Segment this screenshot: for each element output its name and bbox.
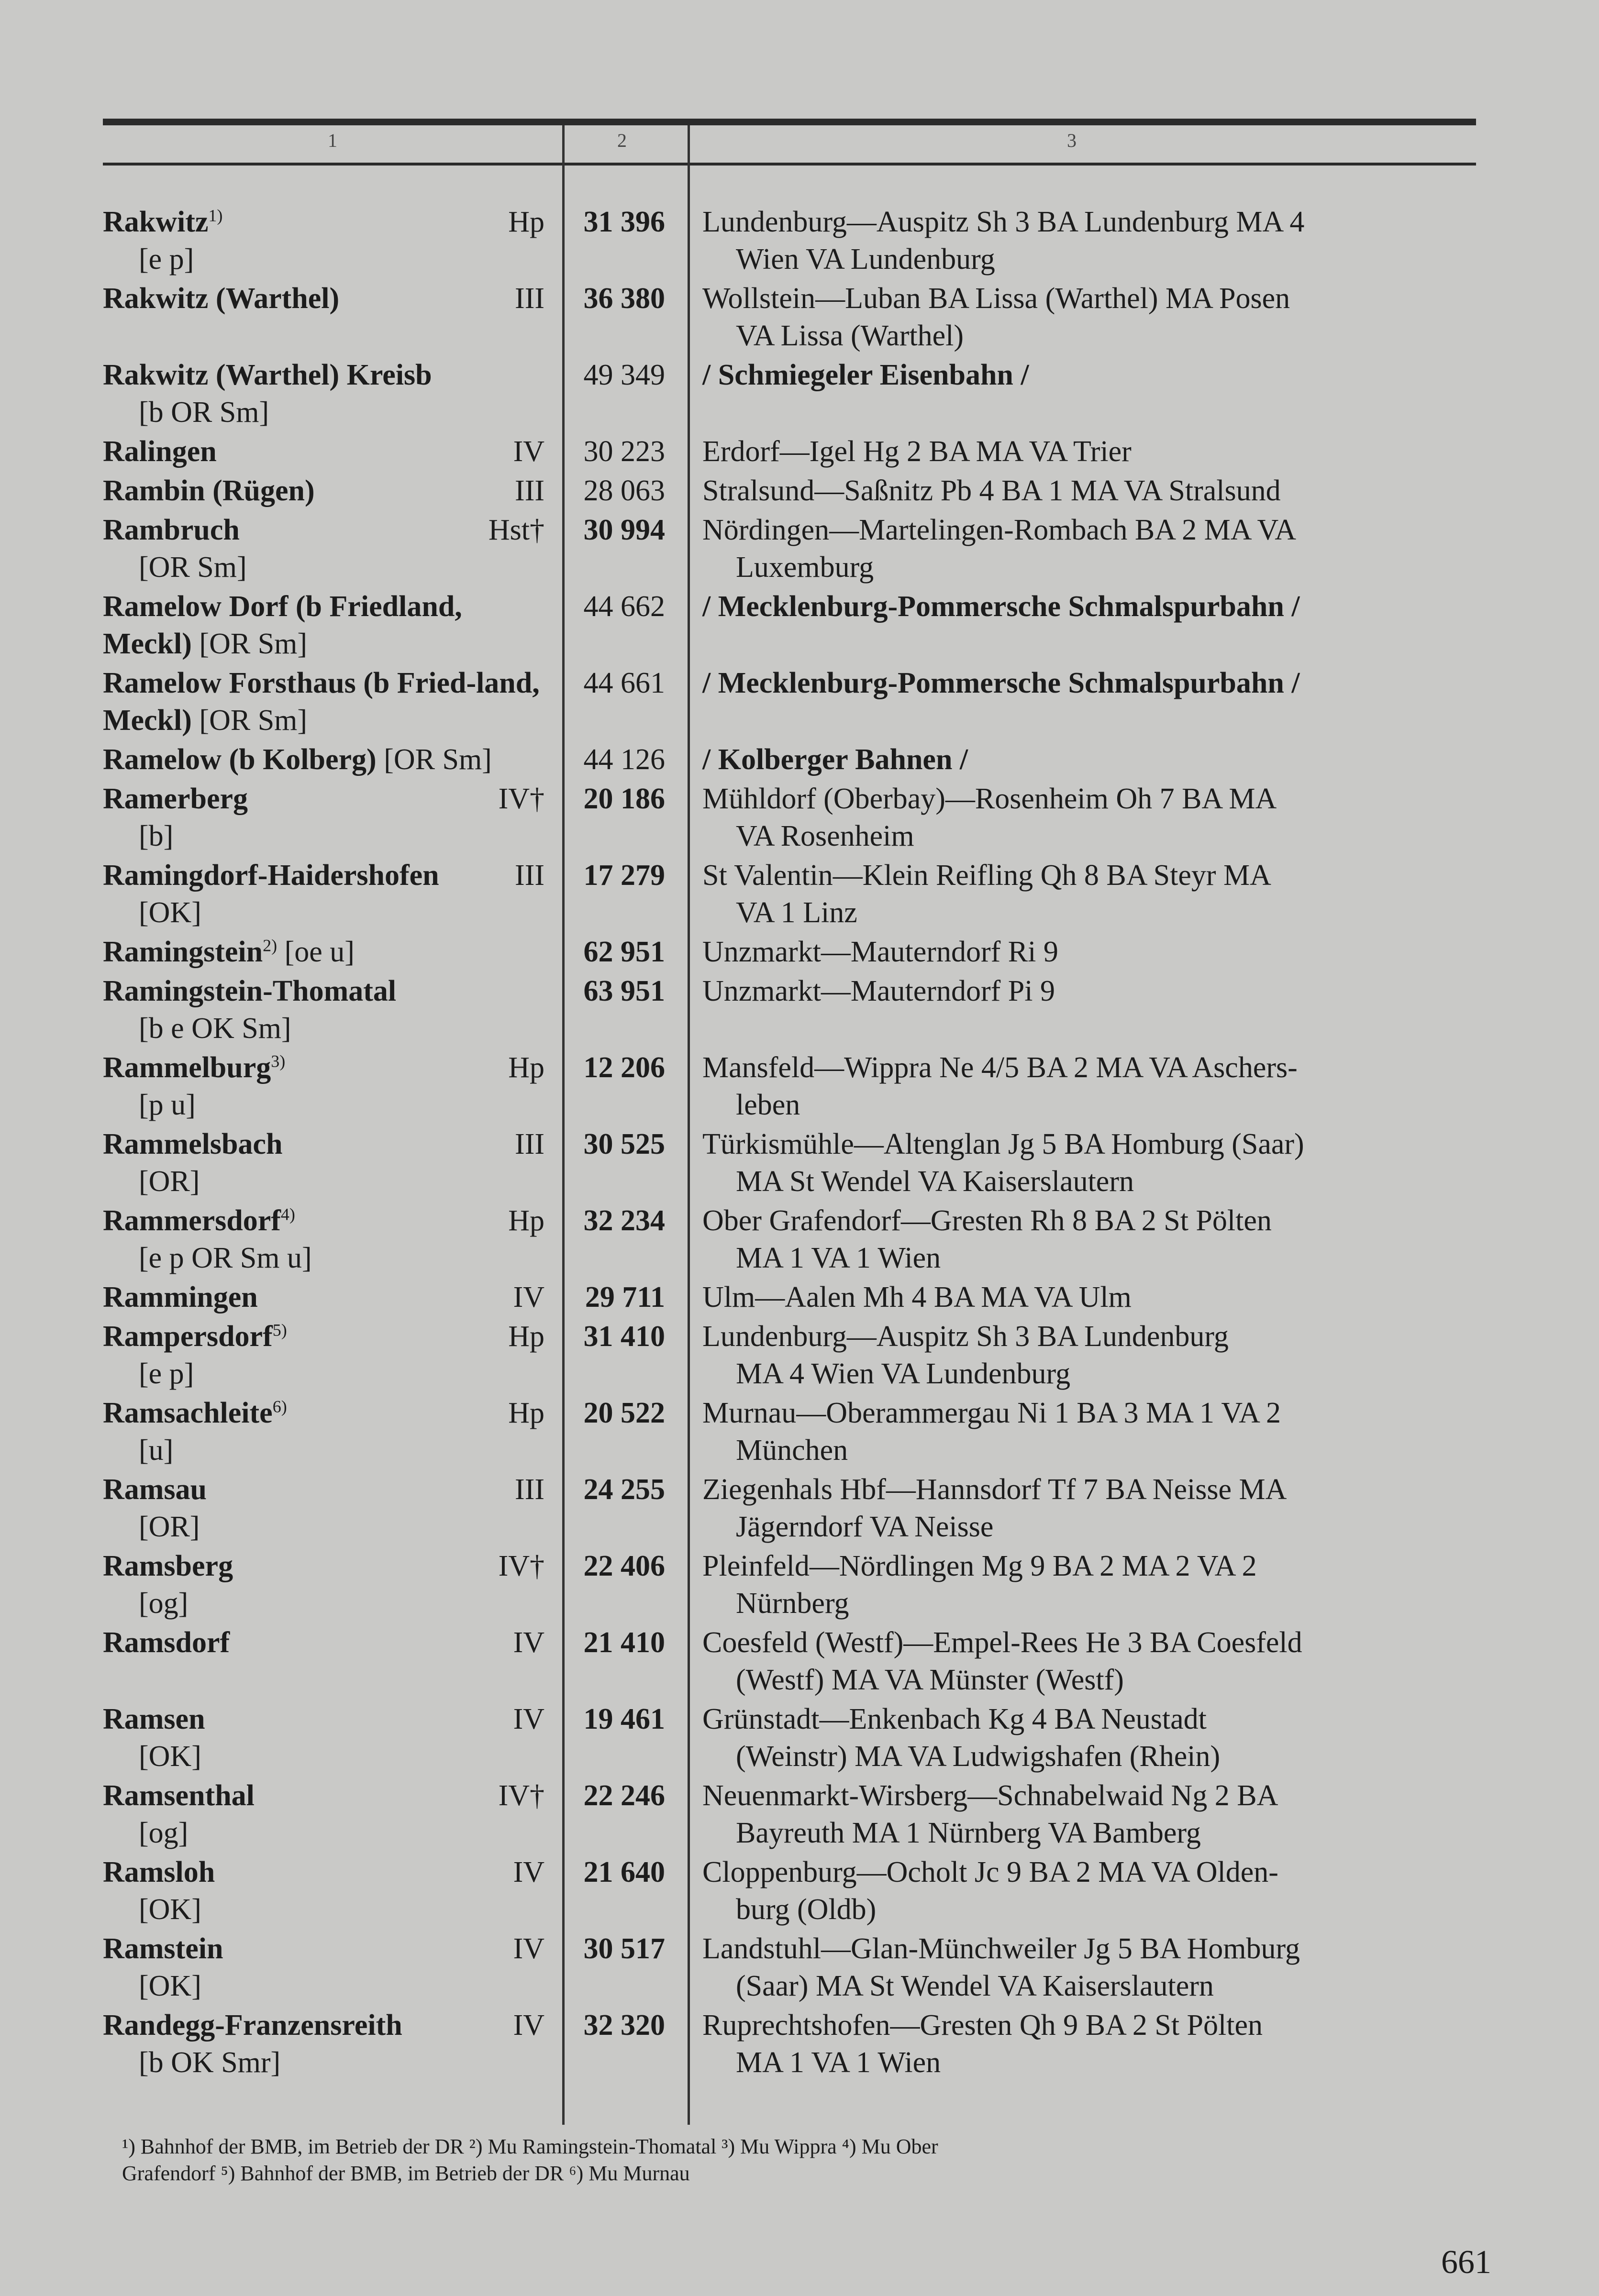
- description-line: Mühldorf (Oberbay)—Rosenheim Oh 7 BA MA: [702, 783, 1277, 815]
- station-cell: [103, 433, 555, 470]
- station-number: 31 410: [583, 1320, 665, 1353]
- column-header-2: 2: [617, 130, 627, 151]
- station-number: 24 255: [583, 1473, 665, 1506]
- station-cell: [103, 1279, 555, 1316]
- station-cell: [103, 511, 555, 586]
- route-description: [679, 203, 1481, 278]
- table-row: [103, 933, 1481, 972]
- station-class: IV: [513, 1856, 544, 1888]
- route-description: [679, 1202, 1481, 1277]
- route-description: [679, 1394, 1481, 1469]
- station-number: 28 063: [583, 475, 665, 507]
- description-line: / Schmiegeler Eisenbahn /: [702, 359, 1029, 391]
- station-class: Hp: [508, 1320, 544, 1353]
- footnote-ref: 1): [208, 206, 223, 225]
- table-row: [103, 2007, 1481, 2083]
- station-note: [b e OK Sm]: [139, 1012, 291, 1045]
- station-name: Rammelsbach: [103, 1128, 283, 1160]
- station-class: III: [515, 475, 544, 507]
- station-cell: [103, 1547, 555, 1622]
- station-number: 20 186: [583, 783, 665, 815]
- route-description: [679, 933, 1481, 971]
- station-cell: [103, 1854, 555, 1928]
- station-note: [og]: [139, 1817, 189, 1849]
- station-class: IV: [513, 1932, 544, 1965]
- station-table: [103, 203, 1481, 2083]
- station-number: 30 994: [583, 514, 665, 546]
- station-name: Rammingen: [103, 1281, 258, 1314]
- station-number: 30 525: [583, 1128, 665, 1160]
- station-name: Ramerberg: [103, 783, 248, 815]
- station-class: IV: [513, 1281, 544, 1314]
- description-line: Stralsund—Saßnitz Pb 4 BA 1 MA VA Stralsund: [702, 475, 1281, 507]
- column-header-1: 1: [328, 130, 337, 151]
- station-note: [og]: [139, 1587, 189, 1620]
- description-line: St Valentin—Klein Reifling Qh 8 BA Steyr MA: [702, 859, 1271, 892]
- table-row: [103, 1930, 1481, 2007]
- description-line: VA Lissa (Warthel): [736, 320, 964, 352]
- station-cell: [103, 741, 555, 778]
- station-note: [OK]: [139, 896, 201, 929]
- description-line: Murnau—Oberammergau Ni 1 BA 3 MA 1 VA 2: [702, 1397, 1281, 1429]
- page-number: 661: [1441, 2244, 1491, 2281]
- table-row: [103, 1394, 1481, 1471]
- station-number: 63 951: [583, 975, 665, 1007]
- station-note: [u]: [139, 1434, 174, 1467]
- station-cell: [103, 857, 555, 931]
- station-class: IV: [513, 1703, 544, 1735]
- station-number: 22 406: [583, 1550, 665, 1582]
- table-row: [103, 1547, 1481, 1624]
- table-row: [103, 1471, 1481, 1547]
- description-line: Pleinfeld—Nördlingen Mg 9 BA 2 MA 2 VA 2: [702, 1550, 1257, 1582]
- description-line: / Kolberger Bahnen /: [702, 743, 968, 776]
- station-name: Ramingdorf-Haidershofen: [103, 859, 439, 892]
- station-class: IV: [513, 435, 544, 468]
- station-number: 44 126: [583, 743, 665, 776]
- description-line: VA 1 Linz: [736, 896, 857, 929]
- station-name: Ramsen: [103, 1703, 205, 1735]
- station-number: 12 206: [583, 1051, 665, 1084]
- station-note: [e p]: [139, 243, 194, 276]
- footnote-ref: 3): [271, 1051, 286, 1071]
- description-line: MA 1 VA 1 Wien: [736, 2046, 941, 2079]
- description-line: Lundenburg—Auspitz Sh 3 BA Lundenburg MA 4: [702, 206, 1305, 238]
- description-line: Landstuhl—Glan-Münchweiler Jg 5 BA Homburg: [702, 1932, 1300, 1965]
- description-line: Neuenmarkt-Wirsberg—Schnabelwaid Ng 2 BA: [702, 1779, 1278, 1812]
- station-number: 22 246: [583, 1779, 665, 1812]
- station-name: Ramsau: [103, 1473, 207, 1506]
- station-number: 21 640: [583, 1856, 665, 1888]
- route-description: [679, 588, 1481, 662]
- description-line: (Westf) MA VA Münster (Westf): [736, 1664, 1124, 1696]
- station-name: Ralingen: [103, 435, 217, 468]
- station-number: 21 410: [583, 1626, 665, 1659]
- station-class: IV†: [498, 1550, 544, 1582]
- station-number: 30 517: [583, 1932, 665, 1965]
- table-row: [103, 1624, 1481, 1700]
- station-cell: [103, 356, 555, 431]
- station-cell: [103, 780, 555, 855]
- station-note: [b]: [139, 820, 174, 852]
- description-line: Unzmarkt—Mauterndorf Pi 9: [702, 975, 1055, 1007]
- table-row: [103, 1777, 1481, 1854]
- description-line: Wollstein—Luban BA Lissa (Warthel) MA Posen: [702, 282, 1290, 315]
- table-header-rule: [103, 163, 1476, 166]
- description-line: München: [736, 1434, 848, 1467]
- station-number: 49 349: [583, 359, 665, 391]
- station-name: Ramsenthal: [103, 1779, 255, 1812]
- station-name: Ramingstein-Thomatal: [103, 975, 397, 1007]
- route-description: [679, 356, 1481, 431]
- description-line: Jägerndorf VA Neisse: [736, 1511, 994, 1543]
- station-cell: [103, 1930, 555, 2005]
- table-row: [103, 356, 1481, 433]
- route-description: [679, 1547, 1481, 1622]
- table-row: [103, 1202, 1481, 1279]
- station-cell: [103, 2007, 555, 2081]
- station-name: Ramstein: [103, 1932, 223, 1965]
- footnote-ref: 4): [280, 1204, 295, 1224]
- station-number: 29 711: [585, 1281, 665, 1314]
- station-class: Hst†: [488, 514, 544, 546]
- station-note: [OR]: [139, 1165, 200, 1198]
- route-description: [679, 1624, 1481, 1699]
- route-description: [679, 1930, 1481, 2005]
- station-class: IV†: [498, 783, 544, 815]
- station-number: 30 223: [583, 435, 665, 468]
- route-description: [679, 1700, 1481, 1775]
- station-class: III: [515, 1473, 544, 1506]
- route-description: [679, 780, 1481, 855]
- station-number: 36 380: [583, 282, 665, 315]
- description-line: (Saar) MA St Wendel VA Kaiserslautern: [736, 1970, 1214, 2002]
- description-line: leben: [736, 1089, 800, 1121]
- station-note: [OK]: [139, 1740, 201, 1773]
- column-header-3: 3: [1067, 130, 1077, 151]
- route-description: [679, 472, 1481, 509]
- description-line: Lundenburg—Auspitz Sh 3 BA Lundenburg: [702, 1320, 1229, 1353]
- table-row: [103, 972, 1481, 1049]
- station-name: Ramelow (b Kolberg): [103, 743, 377, 776]
- table-row: [103, 1126, 1481, 1202]
- route-description: [679, 972, 1481, 1047]
- table-row: [103, 1854, 1481, 1930]
- station-note: [e p OR Sm u]: [139, 1242, 312, 1274]
- table-row: [103, 511, 1481, 588]
- route-description: [679, 857, 1481, 931]
- description-line: Ulm—Aalen Mh 4 BA MA VA Ulm: [702, 1281, 1132, 1314]
- route-description: [679, 664, 1481, 739]
- station-name: Rakwitz: [103, 206, 209, 238]
- station-class: Hp: [508, 206, 544, 238]
- station-note: [b OR Sm]: [139, 396, 269, 429]
- station-cell: [103, 933, 555, 971]
- station-note: [p u]: [139, 1089, 196, 1121]
- description-line: Ruprechtshofen—Gresten Qh 9 BA 2 St Pölten: [702, 2009, 1263, 2042]
- station-number: 19 461: [583, 1703, 665, 1735]
- table-row: [103, 1279, 1481, 1318]
- station-class: IV†: [498, 1779, 544, 1812]
- station-name: Rammelburg: [103, 1051, 271, 1084]
- description-line: MA 4 Wien VA Lundenburg: [736, 1358, 1071, 1390]
- station-cell: [103, 1394, 555, 1469]
- table-row: [103, 1049, 1481, 1126]
- description-line: Nürnberg: [736, 1587, 849, 1620]
- station-cell: [103, 664, 555, 739]
- table-row: [103, 280, 1481, 356]
- description-line: / Mecklenburg-Pommersche Schmalspurbahn /: [702, 667, 1300, 699]
- station-cell: [103, 472, 555, 509]
- station-name: Ramsberg: [103, 1550, 233, 1582]
- station-cell: [103, 1624, 555, 1699]
- table-row: [103, 857, 1481, 933]
- route-description: [679, 1318, 1481, 1392]
- station-number: 44 662: [583, 590, 665, 623]
- station-cell: [103, 1318, 555, 1392]
- footnote-ref: 5): [272, 1320, 287, 1340]
- station-note: [OK]: [139, 1970, 201, 2002]
- table-row: [103, 433, 1481, 472]
- description-line: VA Rosenheim: [736, 820, 914, 852]
- station-cell: [103, 1202, 555, 1277]
- table-top-rule: [103, 119, 1476, 125]
- description-line: Coesfeld (Westf)—Empel-Rees He 3 BA Coesfeld: [702, 1626, 1302, 1659]
- station-note: [b OK Smr]: [139, 2046, 281, 2079]
- station-class: IV: [513, 1626, 544, 1659]
- description-line: Cloppenburg—Ocholt Jc 9 BA 2 MA VA Olden-: [702, 1856, 1278, 1888]
- table-row: [103, 203, 1481, 280]
- description-line: Wien VA Lundenburg: [736, 243, 995, 276]
- station-cell: [103, 1700, 555, 1775]
- station-name: Rakwitz (Warthel): [103, 282, 340, 315]
- description-line: Nördingen—Martelingen-Rombach BA 2 MA VA: [702, 514, 1297, 546]
- station-number: 20 522: [583, 1397, 665, 1429]
- footnote-line-1: ¹) Bahnhof der BMB, im Betrieb der DR ²) Mu Ramingstein-Thomatal ³) Mu Wippra ⁴) Mu Ober: [122, 2135, 938, 2158]
- station-number: 17 279: [583, 859, 665, 892]
- route-description: [679, 1777, 1481, 1852]
- description-line: MA 1 VA 1 Wien: [736, 1242, 941, 1274]
- route-description: [679, 741, 1481, 778]
- description-line: Luxemburg: [736, 551, 874, 584]
- route-description: [679, 1279, 1481, 1316]
- route-description: [679, 280, 1481, 354]
- table-row: [103, 1700, 1481, 1777]
- route-description: [679, 2007, 1481, 2081]
- description-line: Unzmarkt—Mauterndorf Ri 9: [702, 936, 1058, 968]
- station-cell: [103, 1049, 555, 1124]
- station-name: Ramsdorf: [103, 1626, 230, 1659]
- route-description: [679, 433, 1481, 470]
- station-number: 32 234: [583, 1204, 665, 1237]
- station-name: Ramelow Dorf (b Friedland, Meckl): [103, 590, 462, 660]
- route-description: [679, 1854, 1481, 1928]
- description-line: / Mecklenburg-Pommersche Schmalspurbahn /: [702, 590, 1300, 623]
- station-number: 44 661: [583, 667, 665, 699]
- station-class: IV: [513, 2009, 544, 2042]
- description-line: burg (Oldb): [736, 1893, 877, 1926]
- station-name: Ramsachleite: [103, 1397, 273, 1429]
- station-note: [OR Sm]: [139, 551, 247, 584]
- station-number: 62 951: [583, 936, 665, 968]
- station-class: Hp: [508, 1051, 544, 1084]
- footnote-ref: 2): [263, 936, 278, 955]
- station-cell: [103, 972, 555, 1047]
- table-row: [103, 741, 1481, 780]
- station-cell: [103, 1777, 555, 1852]
- description-line: (Weinstr) MA VA Ludwigshafen (Rhein): [736, 1740, 1221, 1773]
- station-name: Rambin (Rügen): [103, 475, 315, 507]
- description-line: Ziegenhals Hbf—Hannsdorf Tf 7 BA Neisse MA: [702, 1473, 1287, 1506]
- station-name: Ramelow Forsthaus (b Fried-land, Meckl): [103, 667, 540, 737]
- station-note: [oe u]: [284, 936, 355, 968]
- table-row: [103, 472, 1481, 511]
- station-number: 32 320: [583, 2009, 665, 2042]
- station-class: Hp: [508, 1204, 544, 1237]
- station-note: [OK]: [139, 1893, 201, 1926]
- station-cell: [103, 588, 555, 662]
- station-name: Rakwitz (Warthel) Kreisb: [103, 359, 432, 391]
- route-description: [679, 1471, 1481, 1545]
- station-name: Rampersdorf: [103, 1320, 273, 1353]
- station-cell: [103, 1126, 555, 1200]
- description-line: MA St Wendel VA Kaiserslautern: [736, 1165, 1134, 1198]
- station-cell: [103, 1471, 555, 1545]
- footnotes: [122, 2133, 1495, 2187]
- station-class: III: [515, 1128, 544, 1160]
- table-row: [103, 780, 1481, 857]
- table-row: [103, 588, 1481, 664]
- station-name: Ramsloh: [103, 1856, 215, 1888]
- description-line: Bayreuth MA 1 Nürnberg VA Bamberg: [736, 1817, 1201, 1849]
- station-cell: [103, 203, 555, 278]
- station-class: Hp: [508, 1397, 544, 1429]
- route-description: [679, 1049, 1481, 1124]
- station-class: III: [515, 859, 544, 892]
- station-number: 31 396: [583, 206, 665, 238]
- station-note: [OR Sm]: [199, 628, 308, 660]
- station-note: [OR Sm]: [384, 743, 492, 776]
- description-line: Grünstadt—Enkenbach Kg 4 BA Neustadt: [702, 1703, 1207, 1735]
- route-description: [679, 1126, 1481, 1200]
- footnote-line-2: Grafendorf ⁵) Bahnhof der BMB, im Betrieb der DR ⁶) Mu Murnau: [122, 2162, 690, 2185]
- station-note: [OR Sm]: [199, 704, 308, 737]
- description-line: Mansfeld—Wippra Ne 4/5 BA 2 MA VA Aschers-: [702, 1051, 1298, 1084]
- footnote-ref: 6): [272, 1397, 287, 1416]
- description-line: Ober Grafendorf—Gresten Rh 8 BA 2 St Pölten: [702, 1204, 1272, 1237]
- station-cell: [103, 280, 555, 354]
- station-note: [OR]: [139, 1511, 200, 1543]
- station-name: Randegg-Franzensreith: [103, 2009, 402, 2042]
- station-name: Rambruch: [103, 514, 240, 546]
- route-description: [679, 511, 1481, 586]
- station-note: [e p]: [139, 1358, 194, 1390]
- station-name: Rammersdorf: [103, 1204, 281, 1237]
- table-row: [103, 1318, 1481, 1394]
- description-line: Erdorf—Igel Hg 2 BA MA VA Trier: [702, 435, 1132, 468]
- station-name: Ramingstein: [103, 936, 263, 968]
- station-class: III: [515, 282, 544, 315]
- description-line: Türkismühle—Altenglan Jg 5 BA Homburg (Saar): [702, 1128, 1304, 1160]
- table-row: [103, 664, 1481, 741]
